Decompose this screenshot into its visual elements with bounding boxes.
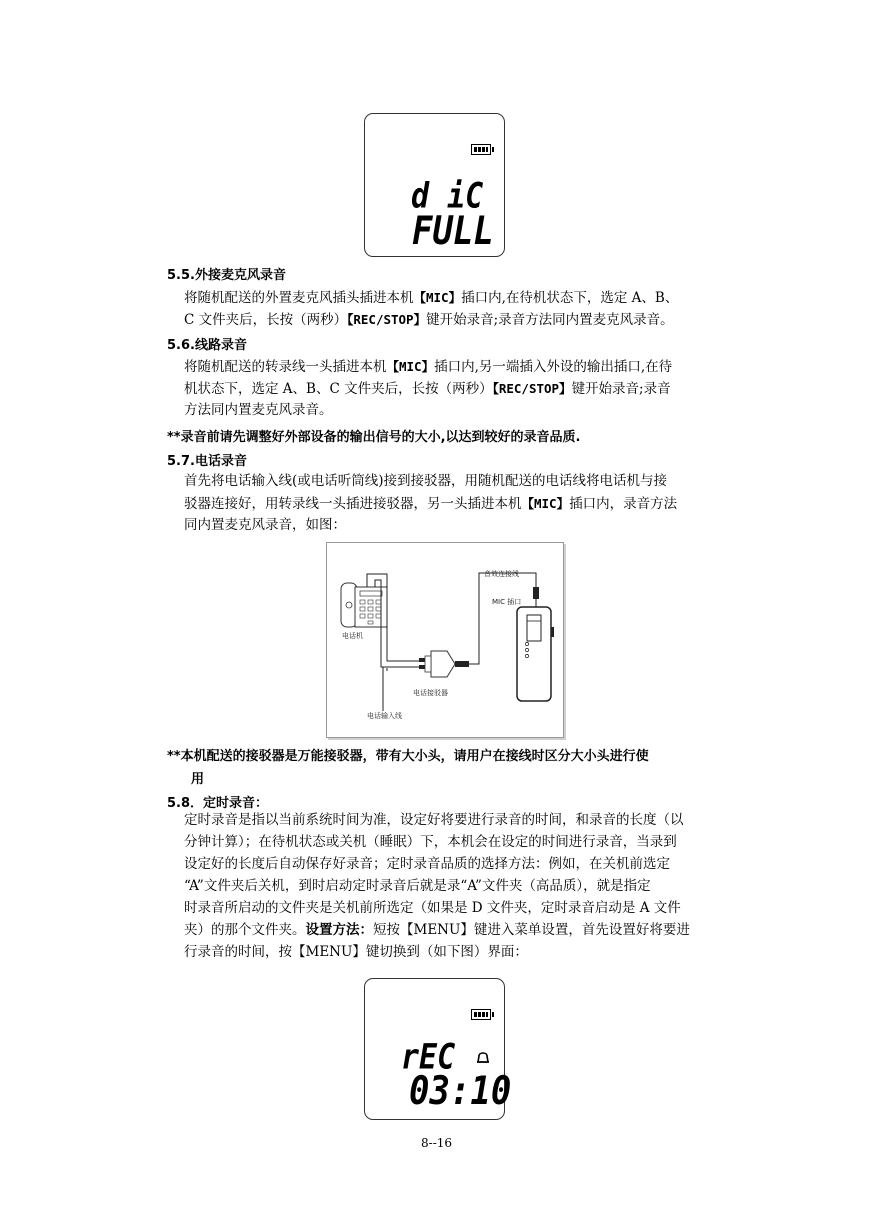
- paragraph-line: [184, 309, 674, 332]
- key-label: 【MIC】: [521, 496, 570, 511]
- text: 插口内，录音方法: [569, 496, 678, 512]
- text: 夹）的那个文件夹。: [184, 922, 306, 938]
- telephone-icon: [341, 583, 387, 627]
- paragraph-line: [184, 378, 671, 401]
- phone-wiring-diagram: [326, 542, 564, 738]
- paragraph-line: 设定好的长度后自动保存好录音；定时录音品质的选择方法：例如，在关机前选定: [184, 856, 670, 872]
- text: 键开始录音;录音: [571, 381, 671, 397]
- paragraph-line: 方法同内置麦克风录音。: [184, 402, 333, 418]
- label-phone-input: 电话输入线: [367, 712, 402, 720]
- text: 插口内,在待机状态下，选定 A、B、: [461, 290, 679, 306]
- note-adapter-cont: 用: [191, 772, 205, 787]
- key-label: 【REC/STOP】: [347, 312, 427, 327]
- key-label: 【REC/STOP】: [492, 381, 572, 396]
- text: 插口内,另一端插入外设的输出插口,在待: [434, 359, 673, 375]
- lcd-line-rec: rEC: [401, 1037, 456, 1078]
- paragraph-line: [184, 920, 690, 942]
- text: 键开始录音;录音方法同内置麦克风录音。: [426, 312, 674, 328]
- recorder-device-icon: [517, 607, 554, 701]
- label-phone: 电话机: [342, 632, 363, 640]
- text: 机状态下，选定 A、B、C 文件夹后，长按（两秒）: [184, 381, 493, 397]
- bold-label: 设置方法：: [305, 922, 373, 938]
- lcd-line-full: FULL: [412, 208, 494, 255]
- label-adapter: 电话接驳器: [413, 689, 448, 697]
- section-heading-5-5: 5.5.外接麦克风录音: [167, 268, 286, 283]
- key-label: 【MIC】: [386, 359, 435, 374]
- text: 短按【MENU】键进入菜单设置，首先设置好将要进: [373, 922, 690, 938]
- paragraph-line: [184, 356, 672, 379]
- paragraph-line: 首先将电话输入线(或电话听筒线)接到接驳器，用随机配送的电话线将电话机与接: [184, 473, 668, 489]
- section-heading-5-7: 5.7.电话录音: [167, 454, 247, 469]
- paragraph-line: “A”文件夹后关机，到时启动定时录音后就是录“A”文件夹（高品质），就是指定: [184, 878, 651, 894]
- paragraph-line: 分钟计算）；在待机状态或关机（睡眠）下，本机会在设定的时间进行录音，当录到: [184, 834, 677, 850]
- label-mic-port: MIC 插口: [492, 598, 522, 606]
- adapter-icon: [419, 651, 469, 677]
- plug-icon: [533, 587, 539, 599]
- lcd-line-time: 03:10: [409, 1068, 512, 1115]
- note-adapter: **本机配送的接驳器是万能接驳器，带有大小头，请用户在接线时区分大小头进行使: [167, 749, 649, 764]
- battery-full-icon: [471, 1009, 491, 1020]
- bell-icon: [475, 1049, 491, 1065]
- text: 将随机配送的转录线一头插进本机: [184, 359, 387, 375]
- text: 将随机配送的外置麦克风插头插进本机: [184, 290, 414, 306]
- text: 驳器连接好，用转录线一头插进接驳器，另一头插进本机: [184, 496, 522, 512]
- battery-full-icon: [471, 144, 491, 155]
- paragraph-line: 时录音所启动的文件夹是关机前所选定（如果是 D 文件夹，定时录音启动是 A 文件: [184, 900, 681, 916]
- lcd-line-dic: d iC: [411, 176, 484, 217]
- paragraph-line: 行录音的时间，按【MENU】键切换到（如下图）界面：: [184, 944, 528, 960]
- section-heading-5-6: 5.6.线路录音: [167, 338, 247, 353]
- lcd-display-rec: [364, 978, 512, 1120]
- paragraph-line: [184, 287, 678, 310]
- page-number: 8--16: [421, 1136, 453, 1150]
- paragraph-line: [184, 493, 677, 516]
- key-label: 【MIC】: [413, 290, 462, 305]
- note-recording-quality: **录音前请先调整好外部设备的输出信号的大小,以达到较好的录音品质.: [167, 430, 581, 445]
- paragraph-line: 定时录音是指以当前系统时间为准，设定好将要进行录音的时间，和录音的长度（以: [184, 812, 684, 828]
- section-heading-5-8: 5.8．定时录音：: [167, 796, 269, 811]
- lcd-display-full: [364, 113, 505, 257]
- label-cable: 音效连接线: [484, 570, 519, 578]
- paragraph-line: 同内置麦克风录音，如图：: [184, 517, 346, 533]
- text: C 文件夹后，长按（两秒）: [184, 312, 348, 328]
